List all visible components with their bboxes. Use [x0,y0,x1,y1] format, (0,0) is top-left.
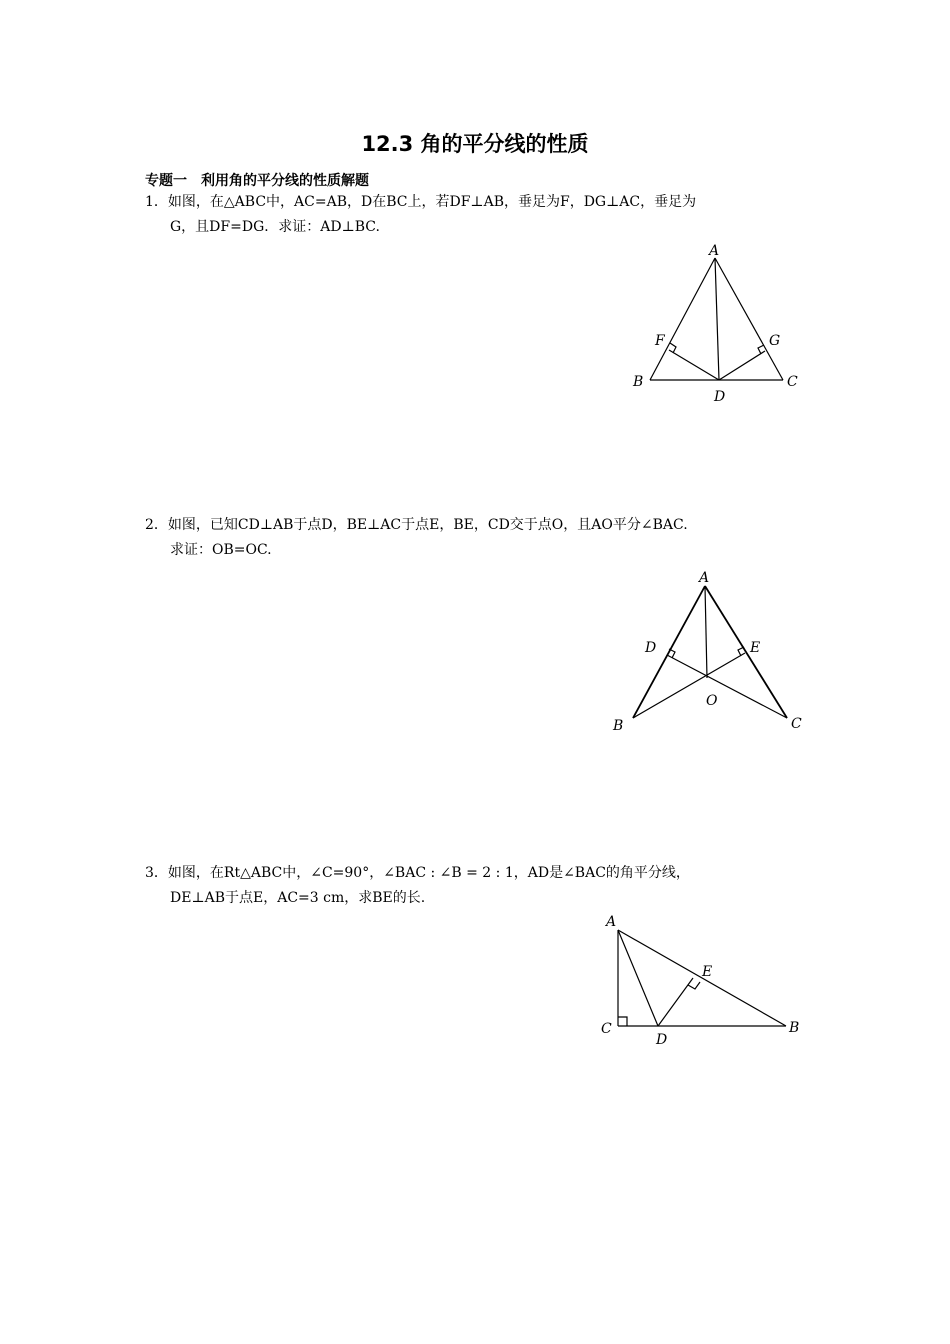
question-2 [145,513,810,563]
question-1-line1: 1．如图，在△ABC中，AC=AB，D在BC上，若DF⊥AB，垂足为F，DG⊥AC，垂足为 [145,194,697,210]
fig2-label-a: A [699,570,710,586]
fig2-segment-cd [667,655,787,718]
question-2-line1: 2．如图，已知CD⊥AB于点D，BE⊥AC于点E，BE，CD交于点O，且AO平分∠BAC. [145,517,688,533]
fig1-label-f: F [655,333,665,349]
fig3-segment-ad [618,930,658,1026]
fig2-label-d: D [645,640,657,656]
fig3-label-d: D [656,1032,668,1048]
fig1-label-b: B [633,374,644,390]
fig3-right-angle-c [618,1017,627,1026]
section-heading: 专题一 利用角的平分线的性质解题 [145,173,369,189]
fig1-label-c: C [787,374,798,390]
question-2-line2: 求证：OB=OC. [170,542,272,558]
fig3-label-b: B [789,1020,800,1036]
figure-1 [625,238,815,408]
question-1-line2: G，且DF=DG．求证：AD⊥BC. [170,219,380,235]
fig1-label-d: D [714,389,726,405]
fig1-segment-dg [719,351,765,380]
page-title: 12.3 角的平分线的性质 [361,132,589,156]
fig1-segment-df [669,350,719,380]
fig1-segment-ad [715,258,719,380]
figure-2 [605,566,815,736]
fig1-label-a: A [709,243,720,259]
fig3-label-a: A [606,914,617,930]
fig3-segment-de [658,978,693,1026]
question-3 [145,861,810,911]
fig3-label-c: C [601,1021,612,1037]
fig2-label-o: O [706,693,718,709]
fig2-side-ab [633,586,705,718]
question-3-line2: DE⊥AB于点E，AC=3 cm，求BE的长. [170,890,426,906]
fig3-label-e: E [702,964,713,980]
fig2-label-e: E [750,640,761,656]
question-3-line1: 3．如图，在Rt△ABC中，∠C=90°，∠BAC : ∠B = 2 : 1，AD是∠BAC的角平分线， [145,865,690,881]
question-1 [145,190,810,240]
fig2-label-b: B [613,718,624,734]
figure-3 [598,908,813,1048]
fig1-label-g: G [769,333,781,349]
fig1-side-ab [650,258,715,380]
fig2-label-c: C [791,716,802,732]
fig2-segment-ao [705,586,707,678]
